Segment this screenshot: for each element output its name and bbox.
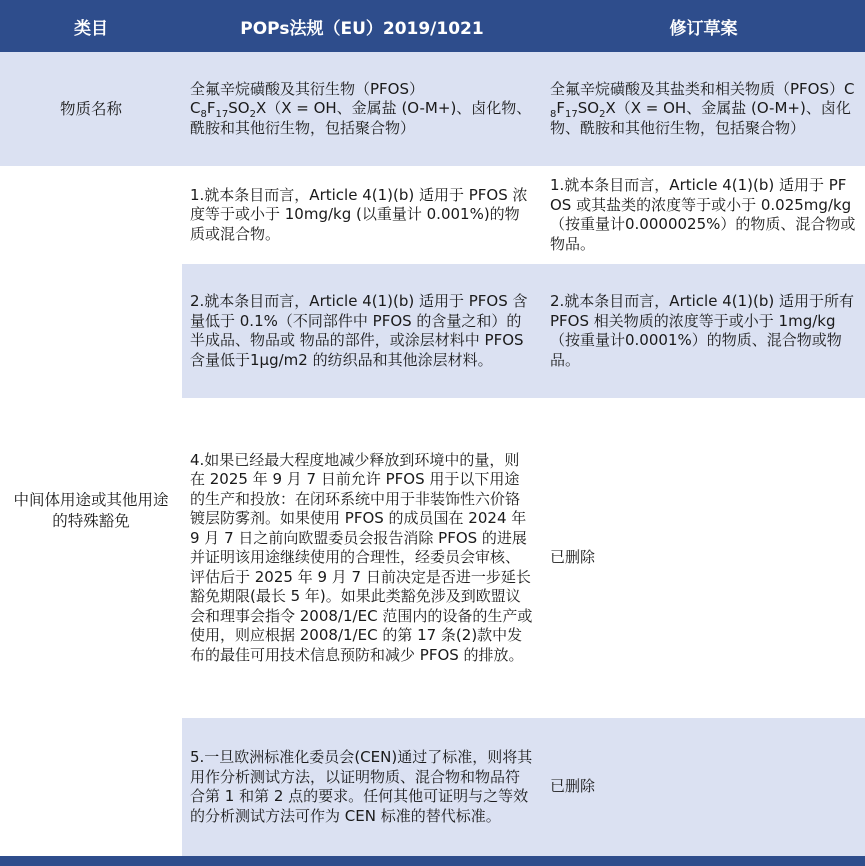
substance-draft-formula: $C_8F_{17}SO_2X(X$ = OH、金属盐 (O-M+)、卤化物、酰胺和其他衍生物，包括聚合物） [550,79,855,137]
item1-draft: 1.就本条目而言，Article 4(1)(b) 适用于 PFOS 或其盐类的浓度等于或小于 0.025mg/kg（按重量计0.0000025%）的物质、混合物或物品。 [542,166,865,264]
header-category: 类目 [0,0,182,52]
substance-current [182,52,542,166]
table-header-row [0,0,865,52]
substance-draft [542,52,865,166]
substance-current-formula: $C_8F_{17}SO_2X(X$ = OH、金属盐 (O-M+)、卤化物、酰胺和其他衍生物，包括聚合物） [190,99,532,137]
item4-draft: 已删除 [542,398,865,718]
header-draft-amendment: 修订草案 [542,0,865,52]
header-current-regulation: POPs法规（EU）2019/1021 [182,0,542,52]
item2-current: 2.就本条目而言，Article 4(1)(b) 适用于 PFOS 含量低于 0.1%（不同部件中 PFOS 的含量之和）的半成品、物品或 物品的部件，或涂层材料中 PFOS 含量低于1μg/m2 的纺织品和其他涂层材料。 [182,264,542,398]
item2-draft: 2.就本条目而言，Article 4(1)(b) 适用于所有 PFOS 相关物质的浓度等于或小于 1mg/kg（按重量计0.0001%）的物质、混合物或物品。 [542,264,865,398]
table-row-item1 [0,166,865,264]
substance-current-name: 全氟辛烷磺酸及其衍生物（PFOS） [190,79,425,98]
item5-draft: 已删除 [542,718,865,856]
substance-category: 物质名称 [0,52,182,166]
item1-current: 1.就本条目而言，Article 4(1)(b) 适用于 PFOS 浓度等于或小于 10mg/kg (以重量计 0.001%)的物质或混合物。 [182,166,542,264]
item5-current: 5.一旦欧洲标准化委员会(CEN)通过了标准，则将其用作分析测试方法，以证明物质、混合物和物品符合第 1 和第 2 点的要求。任何其他可证明与之等效的分析测试方法可作为 CEN 标准的替代标准。 [182,718,542,856]
exemption-category: 中间体用途或其他用途的特殊豁免 [0,166,182,856]
substance-draft-name: 全氟辛烷磺酸及其盐类和相关物质（PFOS） [550,79,845,98]
table-row-substance [0,52,865,166]
table-bottom-border [0,856,865,866]
item4-current: 4.如果已经最大程度地减少释放到环境中的量，则在 2025 年 9 月 7 日前允许 PFOS 用于以下用途的生产和投放：在闭环系统中用于非装饰性六价铬镀层防雾剂。如果使用 PFOS 的成员国在 2024 年 9 月 7 日之前向欧盟委员会报告消除 PFOS 的进展并证明该用途继续使用的合理性，经委员会审核、评估后于 2025 年 9 月 7 日前决定是否进一步延长豁免期限(最长 5 年)。如果此类豁免涉及到欧盟议会和理事会指令 2008/1/EC 范围内的设备的生产或使用，则应根据 2008/1/EC 的第 17 条(2)款中发布的最佳可用技术信息预防和减少 PFOS 的排放。 [182,398,542,718]
